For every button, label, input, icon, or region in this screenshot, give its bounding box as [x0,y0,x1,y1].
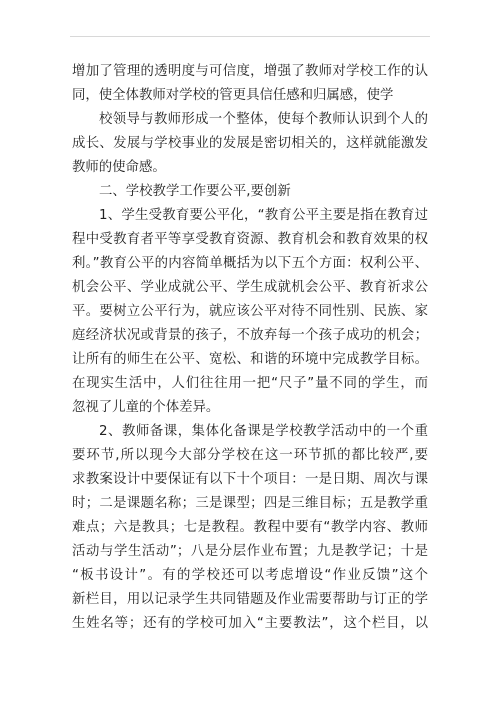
text-line: 忽视了儿童的个体差异。 [72,400,220,415]
text-line: 平。要树立公平行为，就应该公平对待不同性别、民族、家 [72,304,428,319]
text-line: 程中受教育者平等享受教育资源、教育机会和教育效果的权 [72,232,428,247]
text-line: 利。”教育公平的内容简单概括为以下五个方面：权利公平、 [72,256,428,271]
header-divider [70,36,430,37]
text-line: 校领导与教师形成一个整体，使每个教师认识到个人的 [99,112,428,127]
text-line: 同，使全体教师对学校的管更具信任感和归属感，使学 [72,88,394,103]
text-line: 1、学生受教育要公平化，“教育公平主要是指在教育过 [99,208,428,223]
text-line: 要环节,所以现今大部分学校在这一环节抓的都比较严,要 [72,448,428,463]
text-line: 让所有的师生在公平、宽松、和谐的环境中完成教学目标。 [72,352,428,367]
text-line: 庭经济状况或背景的孩子，不放弃每一个孩子成功的机会； [72,328,428,343]
text-line: 生姓名等；还有的学校可加入“主要教法”，这个栏目，以 [72,616,428,631]
text-line: 在现实生活中，人们往往用一把“尺子”量不同的学生，而 [72,376,428,391]
text-line: 新栏目，用以记录学生共同错题及作业需要帮助与订正的学 [72,592,428,607]
text-line: 机会公平、学业成就公平、学生成就机会公平、教育祈求公 [72,280,428,295]
document-body [72,60,428,636]
text-line: 活动与学生活动”；八是分层作业布置；九是教学记；十是 [72,544,428,559]
text-line: 求教案设计中要保证有以下十个项目：一是日期、周次与课 [72,472,428,487]
text-line: 教师的使命感。 [72,160,166,175]
text-line: 难点；六是教具；七是教程。教程中要有“教学内容、教师 [72,520,428,535]
text-line: 成长、发展与学校事业的发展是密切相关的，这样就能激发 [72,136,428,151]
text-line: “板书设计”。有的学校还可以考虑增设“作业反馈”这个 [72,568,428,583]
text-line: 增加了管理的透明度与可信度，增强了教师对学校工作的认 [72,64,428,79]
section-heading: 二、学校教学工作要公平,要创新 [99,184,291,199]
text-line: 时；二是课题名称；三是课型；四是三维目标；五是教学重 [72,496,428,511]
text-line: 2、教师备课，集体化备课是学校教学活动中的一个重 [99,424,428,439]
